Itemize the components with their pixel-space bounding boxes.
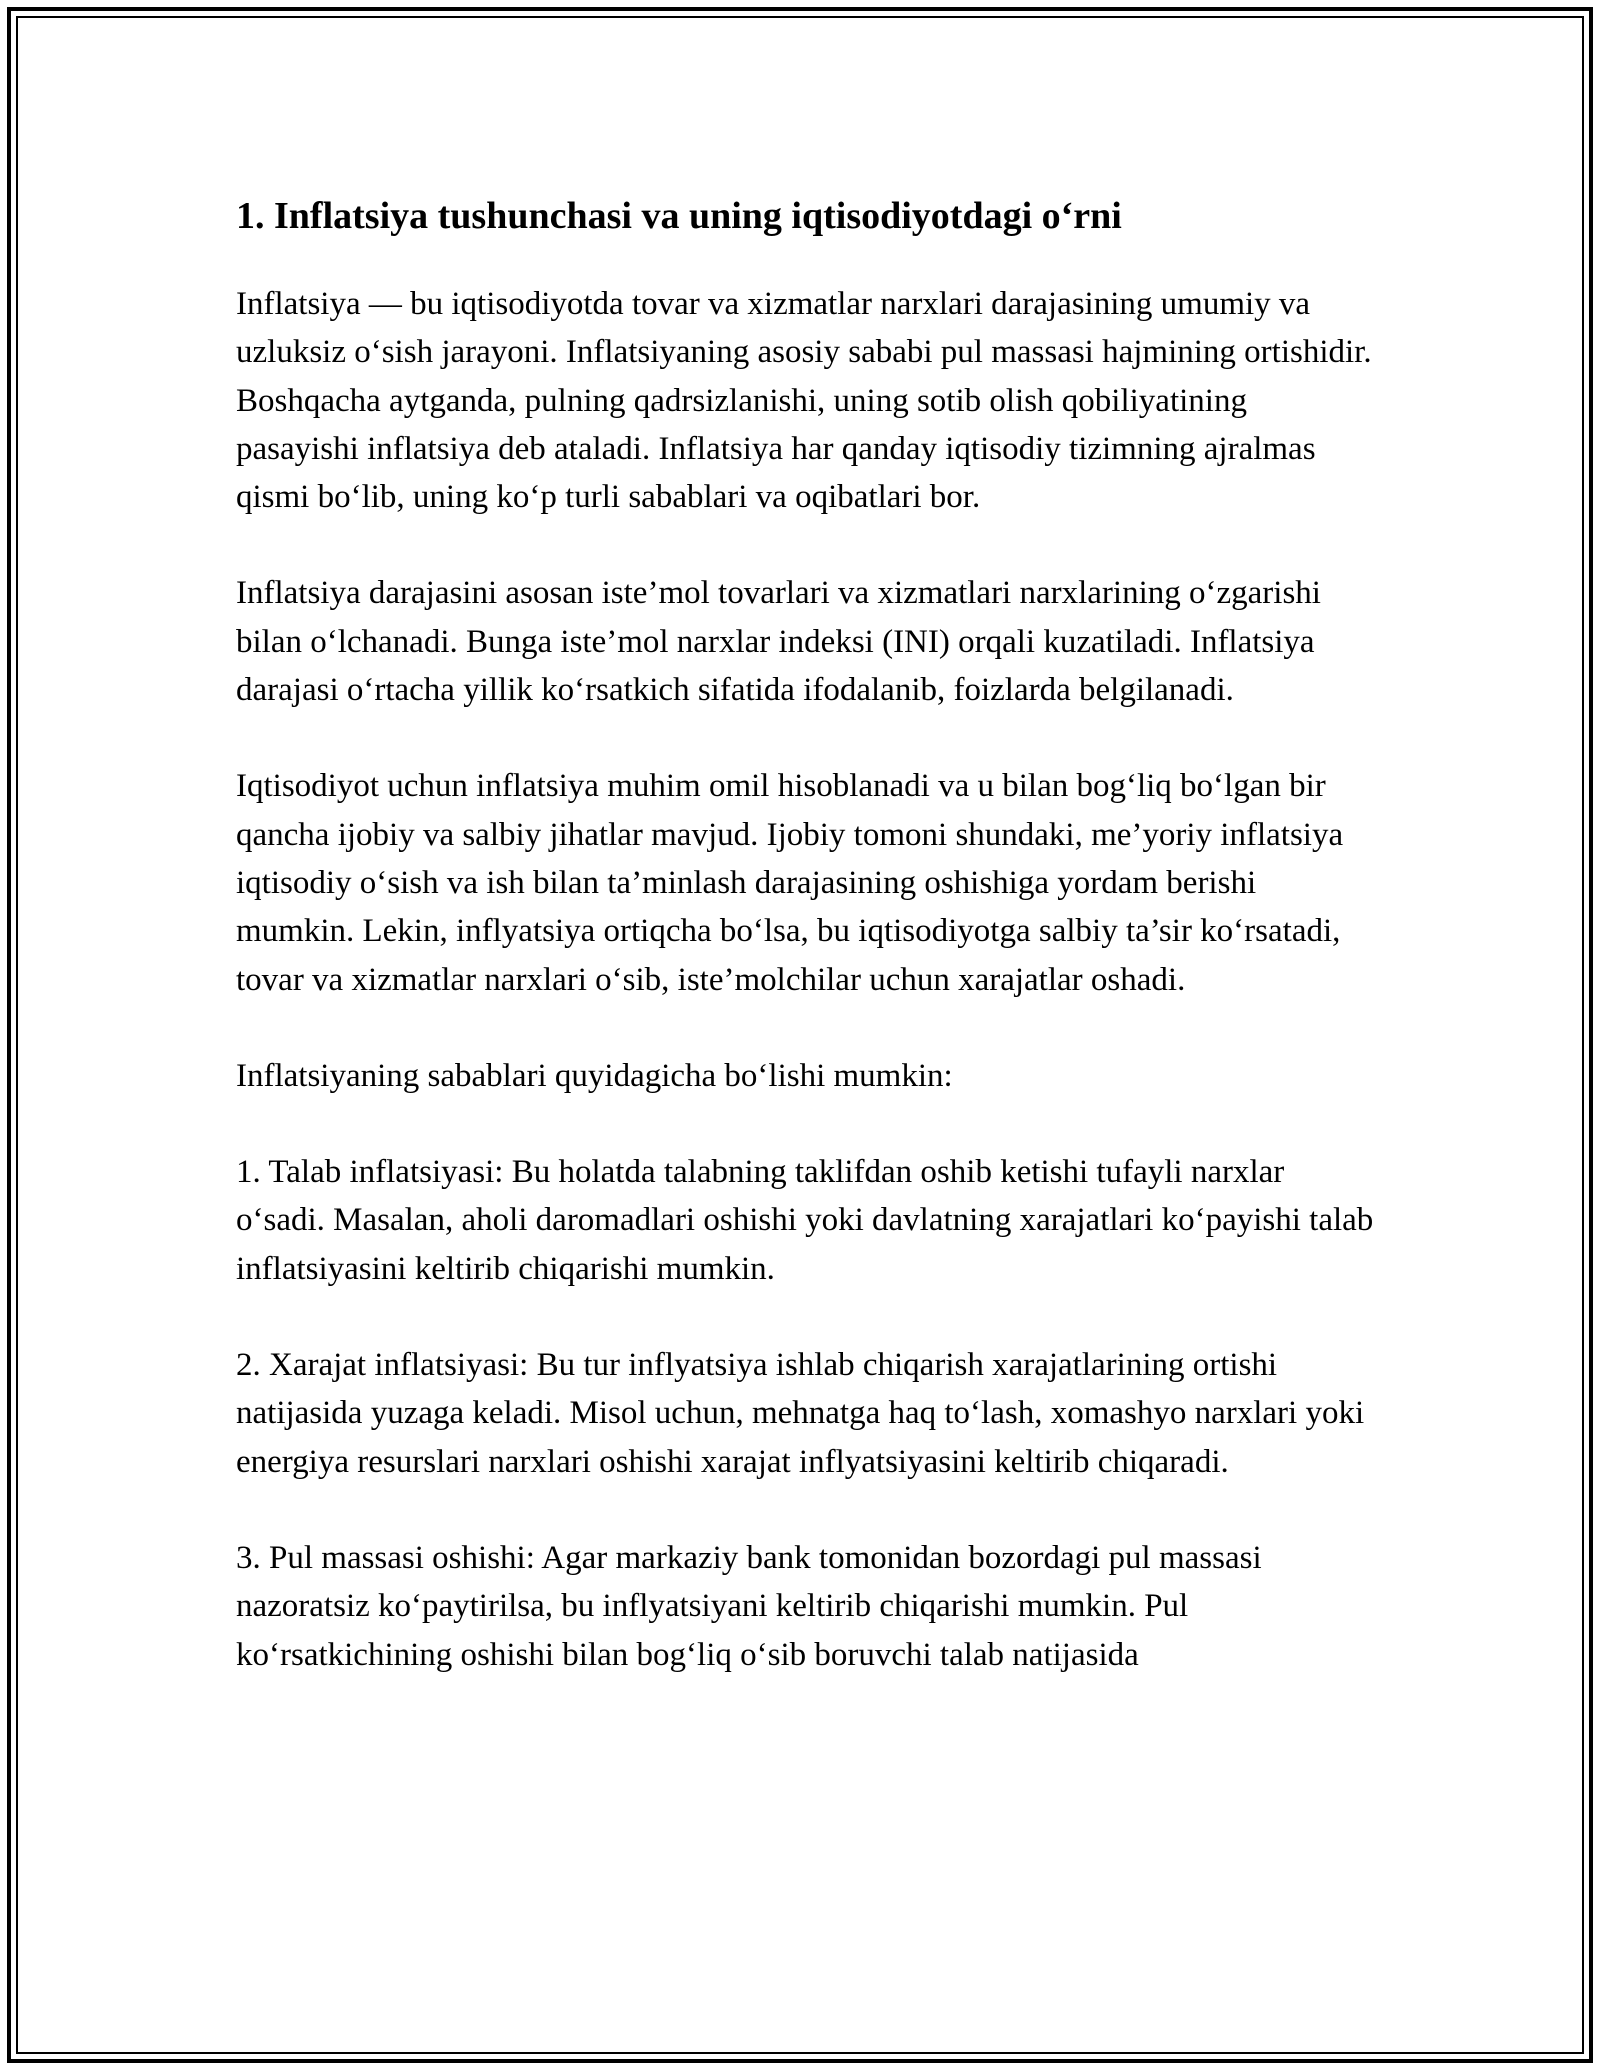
list-item-money-supply: 3. Pul massasi oshishi: Agar markaziy bank tomonidan bozordagi pul massasi nazoratsiz ko‘paytirilsa, bu inflyatsiyani keltirib chiqarishi mumkin. Pul ko‘rsatkichining oshishi bilan bog‘liq o‘sib boruvchi talab natijasida bbox=[236, 1539, 1262, 1673]
paragraph-definition: Inflatsiya — bu iqtisodiyotda tovar va xizmatlar narxlari darajasining umumiy va uzluksiz o‘sish jarayoni. Inflatsiyaning asosiy sababi pul massasi hajmining ortishidir. Boshqacha aytganda, pulning qadrsizlanishi, uning sotib olish qobiliyatining pasayishi inflatsiya deb ataladi. Inflatsiya har qanday iqtisodiy tizimning ajralmas qismi bo‘lib, uning ko‘p turli sabablari va oqibatlari bor. bbox=[236, 286, 1372, 516]
paragraph-causes-intro: Inflatsiyaning sabablari quyidagicha bo‘lishi mumkin: bbox=[236, 1057, 953, 1094]
document-body bbox=[236, 186, 1376, 1679]
section-heading: 1. Inflatsiya tushunchasi va uning iqtisodiyotdagi o‘rni bbox=[236, 195, 1122, 237]
list-item-demand-inflation: 1. Talab inflatsiyasi: Bu holatda talabning taklifdan oshib ketishi tufayli narxlar o‘sadi. Masalan, aholi daromadlari oshishi yoki davlatning xarajatlari ko‘payishi talab inflatsiyasini keltirib chiqarishi mumkin. bbox=[236, 1154, 1374, 1287]
list-item-cost-inflation: 2. Xarajat inflatsiyasi: Bu tur inflyatsiya ishlab chiqarish xarajatlarining ortishi natijasida yuzaga keladi. Misol uchun, mehnatga haq to‘lash, xomashyo narxlari yoki energiya resurslari narxlari oshishi xarajat inflyatsiyasini keltirib chiqaradi. bbox=[236, 1347, 1365, 1480]
paragraph-measurement: Inflatsiya darajasini asosan iste’mol tovarlari va xizmatlari narxlarining o‘zgarishi bilan o‘lchanadi. Bunga iste’mol narxlar indeksi (INI) orqali kuzatiladi. Inflatsiya darajasi o‘rtacha yillik ko‘rsatkich sifatida ifodalanib, foizlarda belgilanadi. bbox=[236, 575, 1321, 709]
paragraph-economic-role: Iqtisodiyot uchun inflatsiya muhim omil hisoblanadi va u bilan bog‘liq bo‘lgan bir qancha ijobiy va salbiy jihatlar mavjud. Ijobiy tomoni shundaki, me’yoriy inflatsiya iqtisodiy o‘sish va ish bilan ta’minlash darajasining oshishiga yordam berishi mumkin. Lekin, inflyatsiya ortiqcha bo‘lsa, bu iqtisodiyotga salbiy ta’sir ko‘rsatadi, tovar va xizmatlar narxlari o‘sib, iste’molchilar uchun xarajatlar oshadi. bbox=[236, 768, 1344, 998]
